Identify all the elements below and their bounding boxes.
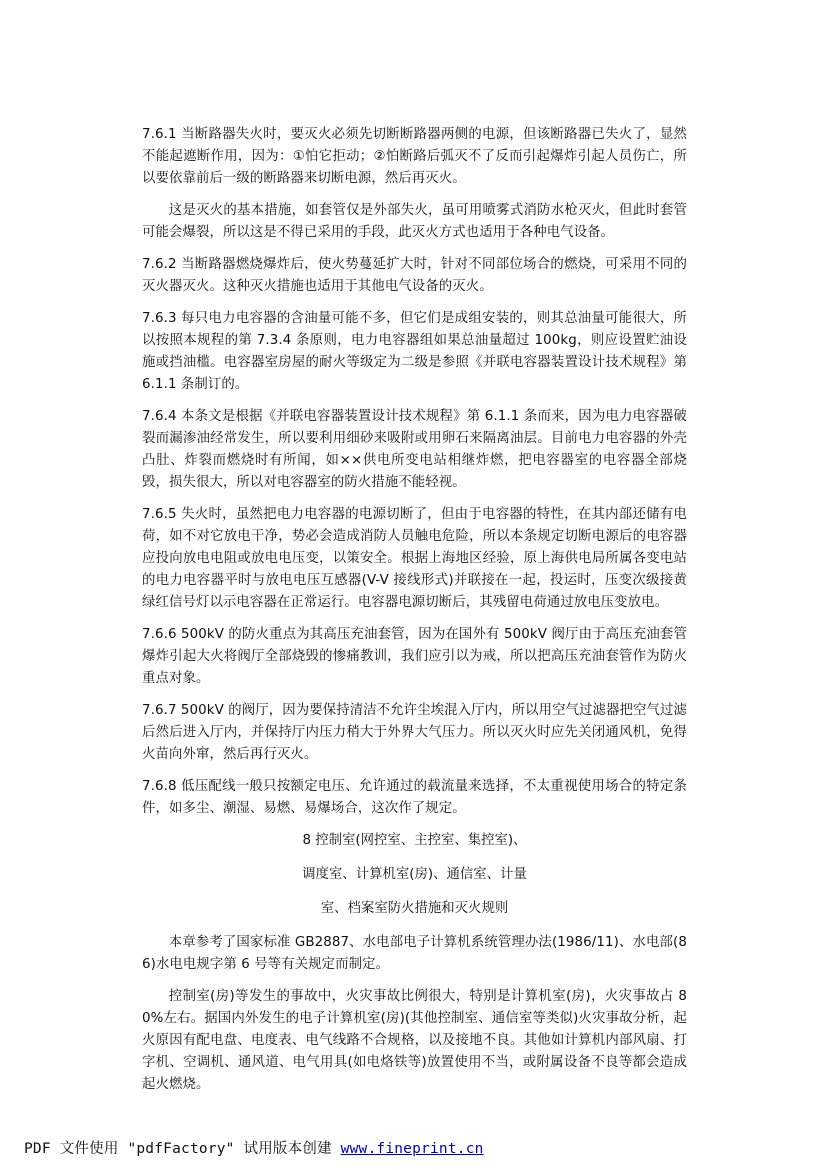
paragraph-7-6-5: 7.6.5 失火时，虽然把电力电容器的电源切断了，但由于电容器的特性，在其内部还储有电荷，如不对它放电干净，势必会造成消防人员触电危险，所以本条规定切断电源后的电容器应投向放电电阻或放电电压变，以策安全。根据上海地区经验，原上海供电局所属各变电站的电力电容器平时与放电电压互感器(V-V 接线形式)并联接在一起，投运时，压变次级接黄绿红信号灯以示电容器在正常运行。电容器电源切断后，其残留电荷通过放电压变放电。 [142, 507, 687, 610]
chapter-heading-line-2: 调度室、计算机室(房)、通信室、计量 [302, 867, 527, 882]
pdf-watermark-footer [24, 1137, 484, 1158]
paragraph-7-6-3: 7.6.3 每只电力电容器的含油量可能不多，但它们是成组安装的，则其总油量可能很大，所以按照本规程的第 7.3.4 条原则，电力电容器组如果总油量超过 100kg，则应设置贮油设施或挡油槛。电容器室房屋的耐火等级定为二级是参照《并联电容器装置设计技术规程》第 6.1.1 条制订的。 [142, 311, 687, 392]
paragraph-7-6-8: 7.6.8 低压配线一般只按额定电压、允许通过的载流量来选择，不太重视使用场合的特定条件，如多尘、潮湿、易燃、易爆场合，这次作了规定。 [142, 779, 687, 816]
paragraph-7-6-7: 7.6.7 500kV 的阀厅，因为要保持清洁不允许尘埃混入厅内，所以用空气过滤器把空气过滤后然后进入厅内，并保持厅内压力稍大于外界大气压力。所以灭火时应先关闭通风机，免得火苗向外窜，然后再行灭火。 [142, 703, 687, 762]
fineprint-link[interactable]: www.fineprint.cn [340, 1141, 484, 1157]
paragraph-basic-measures: 这是灭火的基本措施，如套管仅是外部失火，虽可用喷雾式消防水枪灭火，但此时套管可能会爆裂，所以这是不得已采用的手段，此灭火方式也适用于各种电气设备。 [142, 203, 687, 240]
chapter-heading-line-3: 室、档案室防火措施和灭火规则 [320, 901, 509, 916]
footer-text: PDF 文件使用 "pdfFactory" 试用版本创建 [24, 1141, 341, 1157]
paragraph-7-6-2: 7.6.2 当断路器燃烧爆炸后，使火势蔓延扩大时，针对不同部位场合的燃烧，可采用不同的灭火器灭火。这种灭火措施也适用于其他电气设备的灭火。 [142, 257, 687, 294]
chapter-paragraph-fire-causes: 控制室(房)等发生的事故中，火灾事故比例很大，特别是计算机室(房)，火灾事故占 80%左右。据国内外发生的电子计算机室(房)(其他控制室、通信室等类似)火灾事故分析，起火原因有配电盘、电度表、电气线路不合规格，以及接地不良。其他如计算机内部风扇、打字机、空调机、通风道、电气用具(如电烙铁等)放置使用不当，或附属设备不良等都会造成起火燃烧。 [142, 989, 687, 1092]
chapter-heading-line-1: 8 控制室(网控室、主控室、集控室)、 [302, 833, 527, 848]
paragraph-7-6-4: 7.6.4 本条文是根据《并联电容器装置设计技术规程》第 6.1.1 条而来，因为电力电容器破裂而漏渗油经常发生，所以要利用细砂来吸附或用卵石来隔离油层。目前电力电容器的外壳凸肚、炸裂而燃烧时有所闻，如××供电所变电站相继炸燃，把电容器室的电容器全部烧毁，损失很大，所以对电容器室的防火措施不能轻视。 [142, 409, 687, 490]
paragraph-7-6-1: 7.6.1 当断路器失火时，要灭火必须先切断断路器两侧的电源，但该断路器已失火了，显然不能起遮断作用，因为：①怕它拒动；②怕断路后弧灭不了反而引起爆炸引起人员伤亡，所以要依靠前后一级的断路器来切断电源，然后再灭火。 [142, 127, 687, 186]
paragraph-7-6-6: 7.6.6 500kV 的防火重点为其高压充油套管，因为在国外有 500kV 阀厅由于高压充油套管爆炸引起大火将阀厅全部烧毁的惨痛教训，我们应引以为戒，所以把高压充油套管作为防火重点对象。 [142, 627, 687, 686]
document-body [142, 124, 687, 1106]
chapter-paragraph-references: 本章参考了国家标准 GB2887、水电部电子计算机系统管理办法(1986/11)、水电部(86)水电电规字第 6 号等有关规定而制定。 [142, 935, 687, 972]
